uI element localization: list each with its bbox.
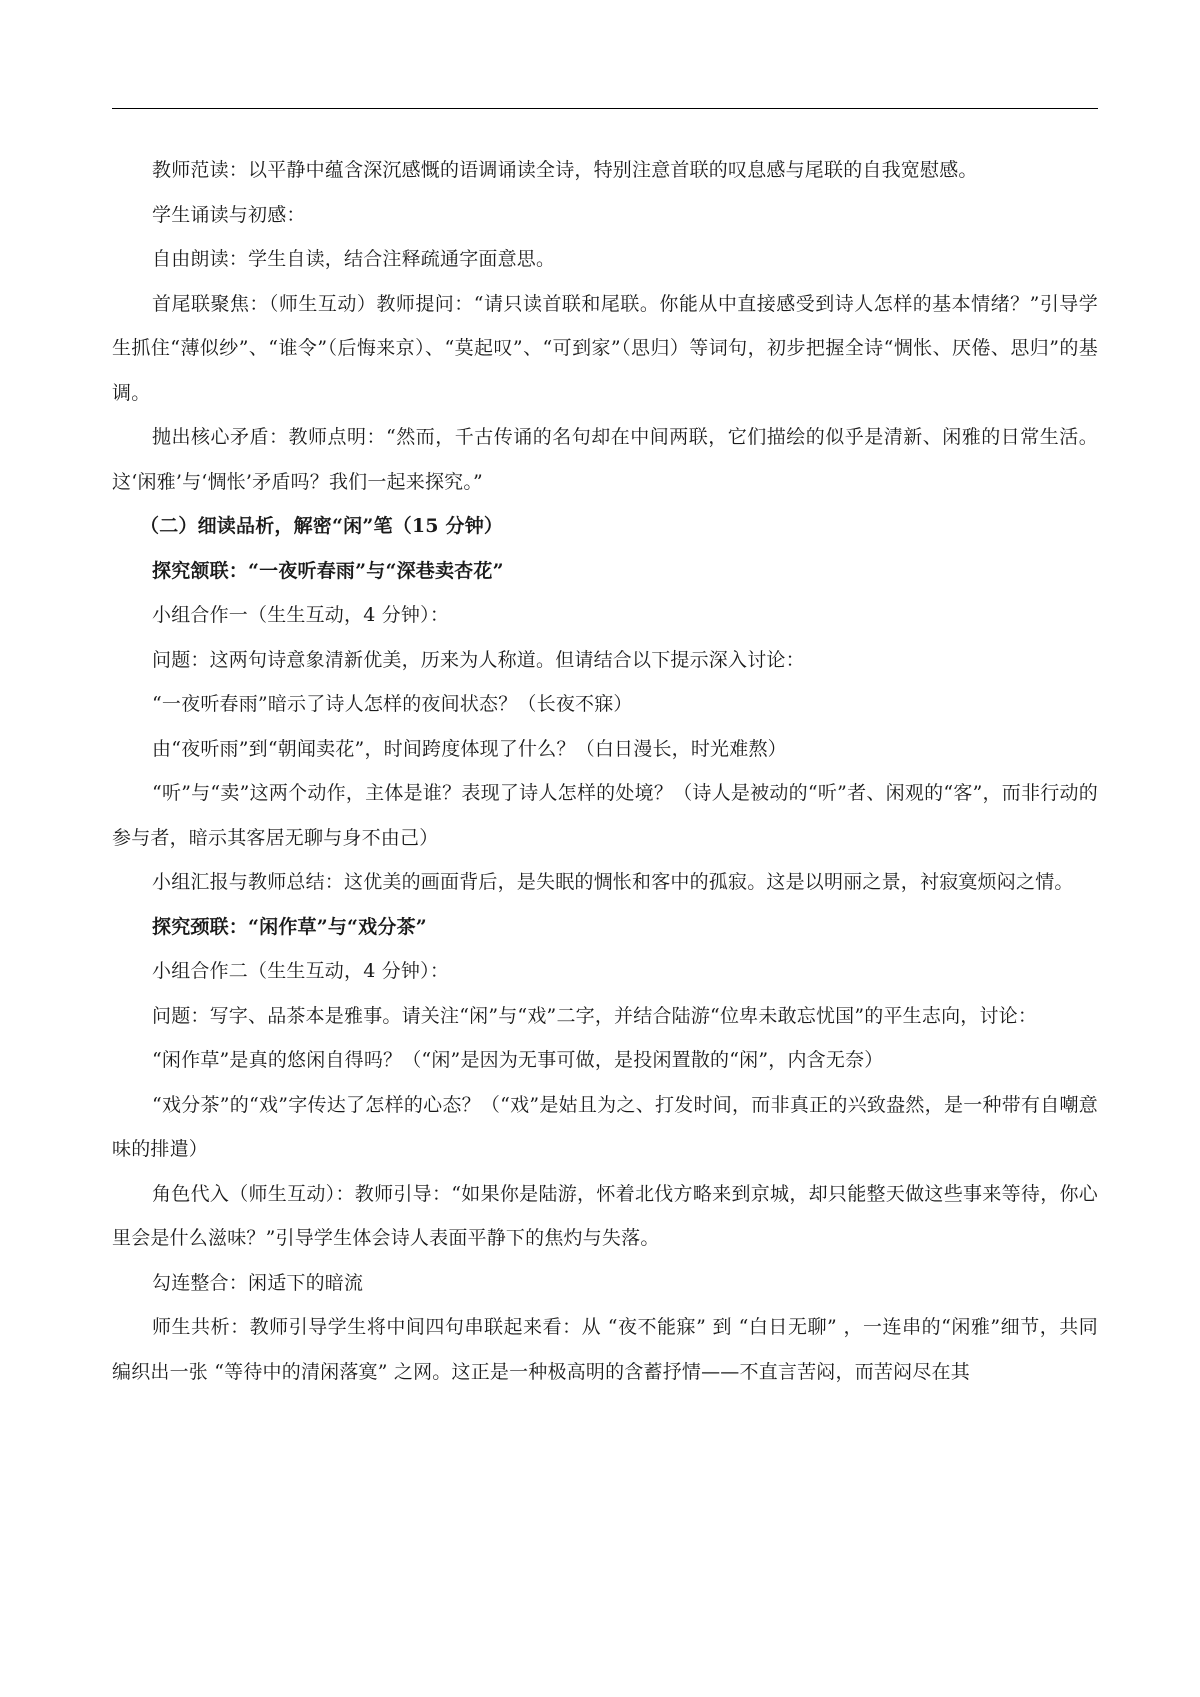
header-rule [112, 108, 1098, 109]
paragraph: 小组汇报与教师总结：这优美的画面背后，是失眠的惆怅和客中的孤寂。这是以明丽之景，衬寂寞烦闷之情。 [152, 871, 1074, 893]
paragraph: 教师范读：以平静中蕴含深沉感慨的语调诵读全诗，特别注意首联的叹息感与尾联的自我宽慰感。 [152, 159, 978, 181]
paragraph: “闲作草”是真的悠闲自得吗？（“闲”是因为无事可做，是投闲置散的“闲”，内含无奈） [152, 1049, 884, 1071]
paragraph: 角色代入（师生互动）：教师引导：“如果你是陆游，怀着北伐方略来到京城，却只能整天做这些事来等待，你心里会是什么滋味？”引导学生体会诗人表面平静下的焦灼与失落。 [112, 1182, 1098, 1249]
paragraph: 由“夜听雨”到“朝闻卖花”，时间跨度体现了什么？（白日漫长，时光难熬） [152, 737, 787, 760]
subsection-heading: 探究颈联：“闲作草”与“戏分茶” [152, 915, 427, 938]
paragraph: 抛出核心矛盾：教师点明：“然而，千古传诵的名句却在中间两联，它们描绘的似乎是清新、闲雅的日常生活。这‘闲雅’与‘惆怅’矛盾吗？我们一起来探究。” [112, 426, 1098, 493]
paragraph: 小组合作一（生生互动，4 分钟）： [152, 604, 450, 626]
paragraph: 师生共析：教师引导学生将中间四句串联起来看：从 “夜不能寐” 到 “白日无聊” ，一连串的“闲雅”细节，共同编织出一张 “等待中的清闲落寞” 之网。这正是一种极高明的含蓄抒情——不直言苦闷，而苦闷尽在其 [112, 1316, 1098, 1383]
paragraph: “听”与“卖”这两个动作，主体是谁？表现了诗人怎样的处境？（诗人是被动的“听”者、闲观的“客”，而非行动的参与者，暗示其客居无聊与身不由己） [112, 782, 1098, 849]
paragraph: 小组合作二（生生互动，4 分钟）： [152, 960, 450, 982]
paragraph: 首尾联聚焦：（师生互动）教师提问：“请只读首联和尾联。你能从中直接感受到诗人怎样的基本情绪？”引导学生抓住“薄似纱”、“谁令”（后悔来京）、“莫起叹”、“可到家”（思归）等词句，初步把握全诗“惆怅、厌倦、思归”的基调。 [112, 292, 1098, 404]
section-heading: （二）细读品析，解密“闲”笔（15 分钟） [140, 515, 504, 537]
paragraph: 勾连整合：闲适下的暗流 [152, 1271, 364, 1294]
subsection-heading: 探究颔联：“一夜听春雨”与“深巷卖杏花” [152, 559, 504, 582]
paragraph: “一夜听春雨”暗示了诗人怎样的夜间状态？（长夜不寐） [152, 693, 633, 715]
document-body [112, 148, 1098, 1394]
paragraph: “戏分茶”的“戏”字传达了怎样的心态？（“戏”是姑且为之、打发时间，而非真正的兴致盎然，是一种带有自嘲意味的排遣） [112, 1093, 1098, 1160]
paragraph: 问题：写字、品茶本是雅事。请关注“闲”与“戏”二字，并结合陆游“位卑未敢忘忧国”的平生志向，讨论： [152, 1004, 1038, 1027]
paragraph: 问题：这两句诗意象清新优美，历来为人称道。但请结合以下提示深入讨论： [152, 648, 805, 671]
paragraph: 学生诵读与初感： [152, 203, 306, 226]
paragraph: 自由朗读：学生自读，结合注释疏通字面意思。 [152, 248, 556, 270]
